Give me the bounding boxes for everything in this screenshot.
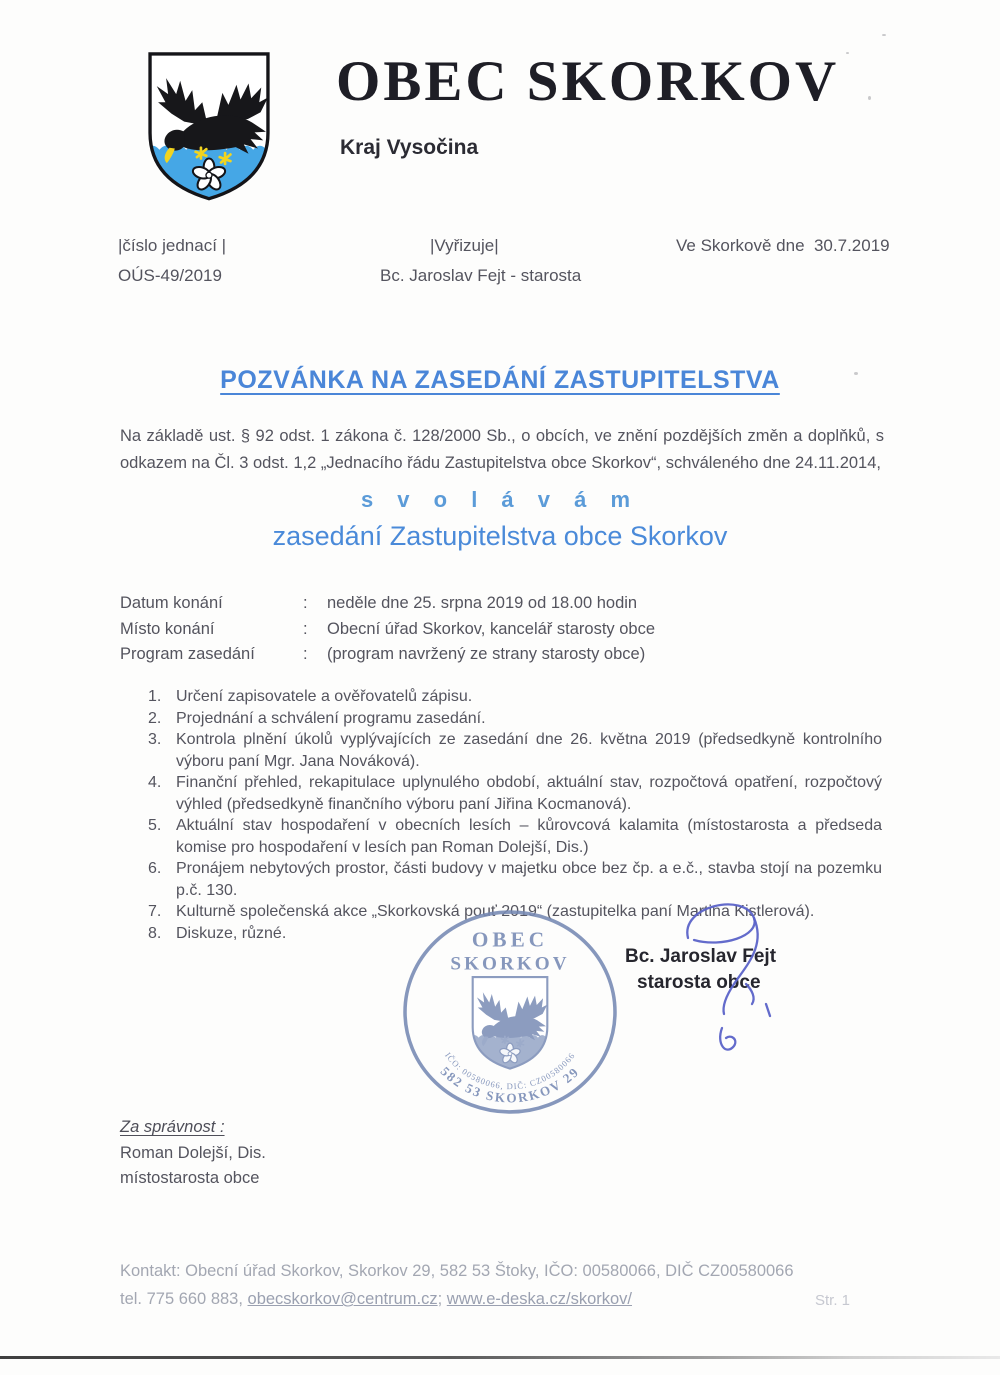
agenda-item: Finanční přehled, rekapitulace uplynulého období, aktuální stav, rozpočtová opatření, rozpočtový výhled (předsedkyně finančního výboru paní Jiřina Kocmanová). bbox=[176, 774, 882, 813]
region-subtitle: Kraj Vysočina bbox=[340, 136, 479, 159]
detail-label: Místo konání bbox=[120, 619, 215, 638]
agenda-item: Projednání a schválení programu zasedání. bbox=[176, 709, 486, 727]
detail-row-date bbox=[120, 591, 655, 617]
scan-edge-line bbox=[0, 1356, 1000, 1359]
agenda-item: Kulturně společenská akce „Skorkovská pouť 2019“ (zastupitelka paní Martina Kistlerová). bbox=[176, 903, 815, 920]
footer-email-link[interactable]: obecskorkov@centrum.cz bbox=[247, 1290, 438, 1308]
detail-label: Program zasedání bbox=[120, 645, 255, 663]
deputy-name: Roman Dolejší, Dis. bbox=[120, 1144, 266, 1162]
svg-text:IČO: 00580066, DIČ: CZ00580066: IČO: 00580066, DIČ: CZ00580066 bbox=[442, 1050, 578, 1092]
footer-links-line bbox=[120, 1290, 632, 1309]
document-title: POZVÁNKA NA ZASEDÁNÍ ZASTUPITELSTVA bbox=[220, 366, 780, 394]
footer-tel: tel. 775 660 883, bbox=[120, 1290, 248, 1308]
handler-value: Bc. Jaroslav Fejt - starosta bbox=[380, 266, 582, 285]
ref-number-value: OÚS-49/2019 bbox=[118, 266, 222, 285]
detail-colon: : bbox=[303, 619, 308, 638]
page-number: Str. 1 bbox=[815, 1292, 851, 1309]
detail-label: Datum konání bbox=[120, 594, 223, 612]
detail-value: Obecní úřad Skorkov, kancelář starosty obce bbox=[327, 619, 656, 638]
date-line: Ve Skorkově dne 30.7.2019 bbox=[676, 236, 890, 255]
agenda-item: Určení zapisovatele a ověřovatelů zápisu. bbox=[176, 688, 473, 705]
meeting-details bbox=[120, 591, 655, 668]
correctness-heading: Za správnost : bbox=[120, 1118, 225, 1136]
scan-speck bbox=[882, 34, 886, 36]
agenda-item: Pronájem nebytových prostor, části budovy v majetku obce bez čp. a e.č., stavba stojí na pozemku p.č. 130. bbox=[176, 860, 882, 899]
agenda-item: Kontrola plnění úkolů vyplývajících ze zasedání dne 26. května 2019 (předsedkyně kontrolního výboru paní Mgr. Jana Nováková). bbox=[176, 731, 882, 770]
mayor-name: Bc. Jaroslav Fejt bbox=[625, 946, 777, 967]
detail-value: neděle dne 25. srpna 2019 od 18.00 hodin bbox=[327, 594, 638, 612]
handwritten-signature-icon bbox=[622, 886, 802, 1071]
agenda-item: Aktuální stav hospodaření v obecních lesích – kůrovcová kalamita (místostarosta a předseda komise pro hospodaření v lesích pan Roman Dolejší, Dis.) bbox=[176, 817, 882, 856]
intro-paragraph: Na základě ust. § 92 odst. 1 zákona č. 128/2000 Sb., o obcích, ve znění pozdějších změn a doplňků, s odkazem na Čl. 3 odst. 1,2 „Jednacího řádu Zastupitelstva obce Skorkov“, schváleného dne 24.11.2014, bbox=[120, 427, 884, 472]
org-name: OBEC SKORKOV bbox=[336, 50, 840, 113]
handler-label: |Vyřizuje| bbox=[430, 236, 499, 255]
mayor-role: starosta obce bbox=[637, 972, 761, 993]
footer-contact-line: Kontakt: Obecní úřad Skorkov, Skorkov 29, 582 53 Štoky, IČO: 00580066, DIČ CZ00580066 bbox=[120, 1262, 794, 1280]
scan-speck bbox=[846, 52, 849, 54]
detail-row-program bbox=[120, 642, 655, 668]
convene-subject: zasedání Zastupitelstva obce Skorkov bbox=[272, 521, 728, 551]
svg-text:582 53 SKORKOV 29: 582 53 SKORKOV 29 bbox=[437, 1063, 583, 1106]
scan-speck bbox=[868, 96, 871, 100]
svg-text:SKORKOV: SKORKOV bbox=[450, 953, 570, 975]
coat-of-arms-icon bbox=[142, 46, 276, 206]
municipal-stamp-icon bbox=[398, 906, 622, 1118]
svg-text:OBEC: OBEC bbox=[471, 927, 549, 952]
detail-value: (program navržený ze strany starosty obce) bbox=[327, 645, 646, 663]
convene-word: s v o l á v á m bbox=[360, 487, 640, 512]
detail-row-place bbox=[120, 617, 655, 643]
ref-number-label: |číslo jednací | bbox=[118, 236, 227, 255]
detail-colon: : bbox=[303, 645, 308, 663]
detail-colon: : bbox=[303, 594, 308, 612]
agenda-item: Diskuze, různé. bbox=[176, 924, 287, 942]
scan-speck bbox=[854, 372, 858, 375]
footer-website-link[interactable]: www.e-deska.cz/skorkov/ bbox=[446, 1290, 633, 1308]
footer-separator: ; bbox=[437, 1290, 447, 1308]
deputy-role: místostarosta obce bbox=[120, 1169, 260, 1187]
